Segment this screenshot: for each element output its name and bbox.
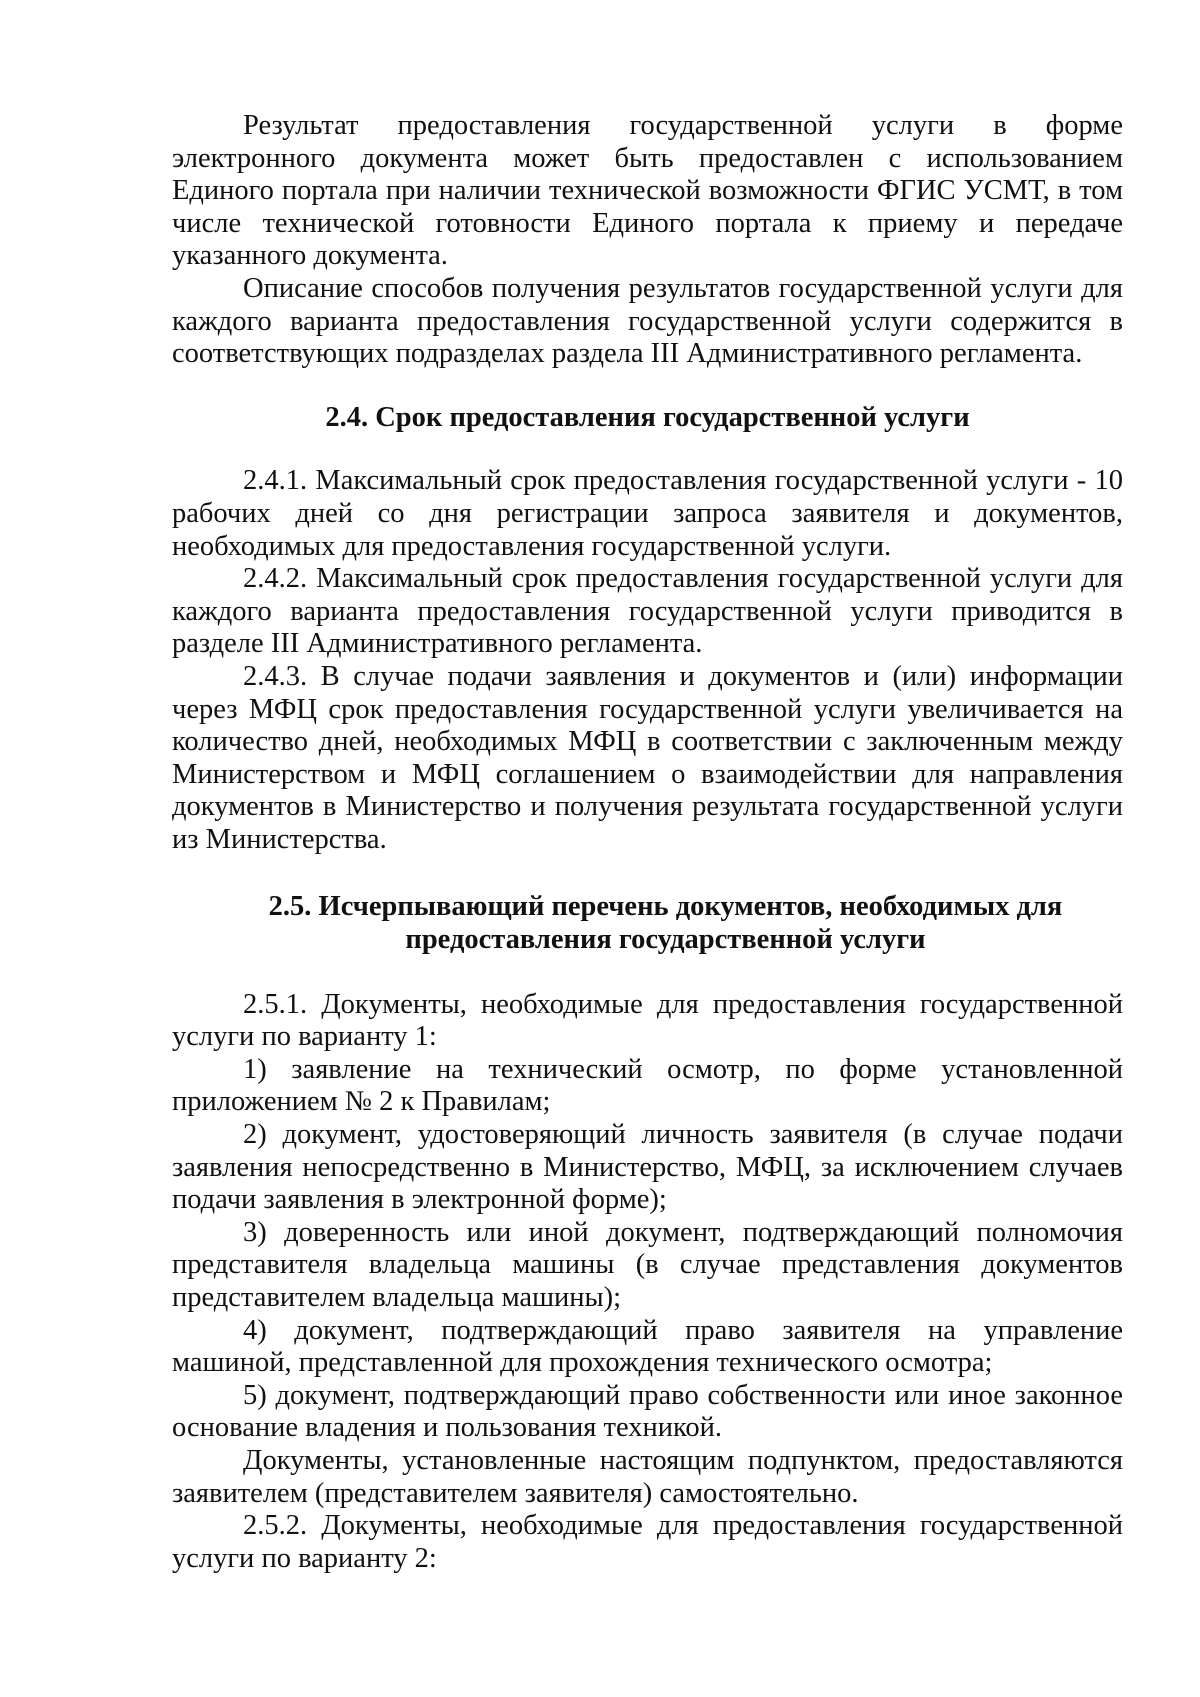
paragraph-2-4-3: 2.4.3. В случае подачи заявления и документов и (или) информации через МФЦ срок предоставления государственной услуги увеличивается на количество дней, необходимых МФЦ в соответствии с заключенным между Министерством и МФЦ соглашением о взаимодействии для направления документов в Министерство и получения результата государственной услуги из Министерства. (172, 660, 1123, 855)
heading-section-2-5-line1: 2.5. Исчерпывающий перечень документов, необходимых для (268, 891, 1063, 923)
paragraph-result-electronic: Результат предоставления государственной услуги в форме электронного документа может быть предоставлен с использованием Единого портала при наличии технической возможности ФГИС УСМТ, в том числе технической готовности Единого портала к приему и передаче указанного документа. (172, 110, 1123, 272)
list-item-2: 2) документ, удостоверяющий личность заявителя (в случае подачи заявления непосредственно в Министерство, МФЦ, за исключением случаев подачи заявления в электронной форме); (172, 1119, 1123, 1216)
heading-section-2-4: 2.4. Срок предоставления государственной услуги (325, 401, 970, 433)
paragraph-2-5-2: 2.5.2. Документы, необходимые для предоставления государственной услуги по варианту 2: (172, 1510, 1123, 1574)
paragraph-2-4-1: 2.4.1. Максимальный срок предоставления государственной услуги - 10 рабочих дней со дня регистрации запроса заявителя и документов, необходимых для предоставления государственной услуги. (172, 465, 1123, 562)
paragraph-self-submission: Документы, установленные настоящим подпунктом, предоставляются заявителем (представителем заявителя) самостоятельно. (172, 1444, 1123, 1509)
paragraph-result-methods: Описание способов получения результатов государственной услуги для каждого варианта предоставления государственной услуги содержится в соответствующих подразделах раздела III Административного регламента. (172, 272, 1123, 370)
heading-section-2-5 (172, 891, 1123, 956)
list-item-3: 3) доверенность или иной документ, подтверждающий полномочия представителя владельца машины (в случае представления документов представителем владельца машины); (172, 1216, 1123, 1313)
paragraph-2-4-2: 2.4.2. Максимальный срок предоставления государственной услуги для каждого варианта предоставления государственной услуги приводится в разделе III Административного регламента. (172, 563, 1123, 660)
heading-section-2-5-line2: предоставления государственной услуги (405, 924, 926, 956)
paragraph-2-5-1: 2.5.1. Документы, необходимые для предоставления государственной услуги по варианту 1: (172, 988, 1123, 1053)
document-body (172, 110, 1123, 1575)
list-item-1: 1) заявление на технический осмотр, по форме установленной приложением № 2 к Правилам; (172, 1053, 1123, 1118)
list-item-5: 5) документ, подтверждающий право собственности или иное законное основание владения и пользования техникой. (172, 1379, 1123, 1444)
list-item-4: 4) документ, подтверждающий право заявителя на управление машиной, представленной для прохождения технического осмотра; (172, 1314, 1123, 1379)
